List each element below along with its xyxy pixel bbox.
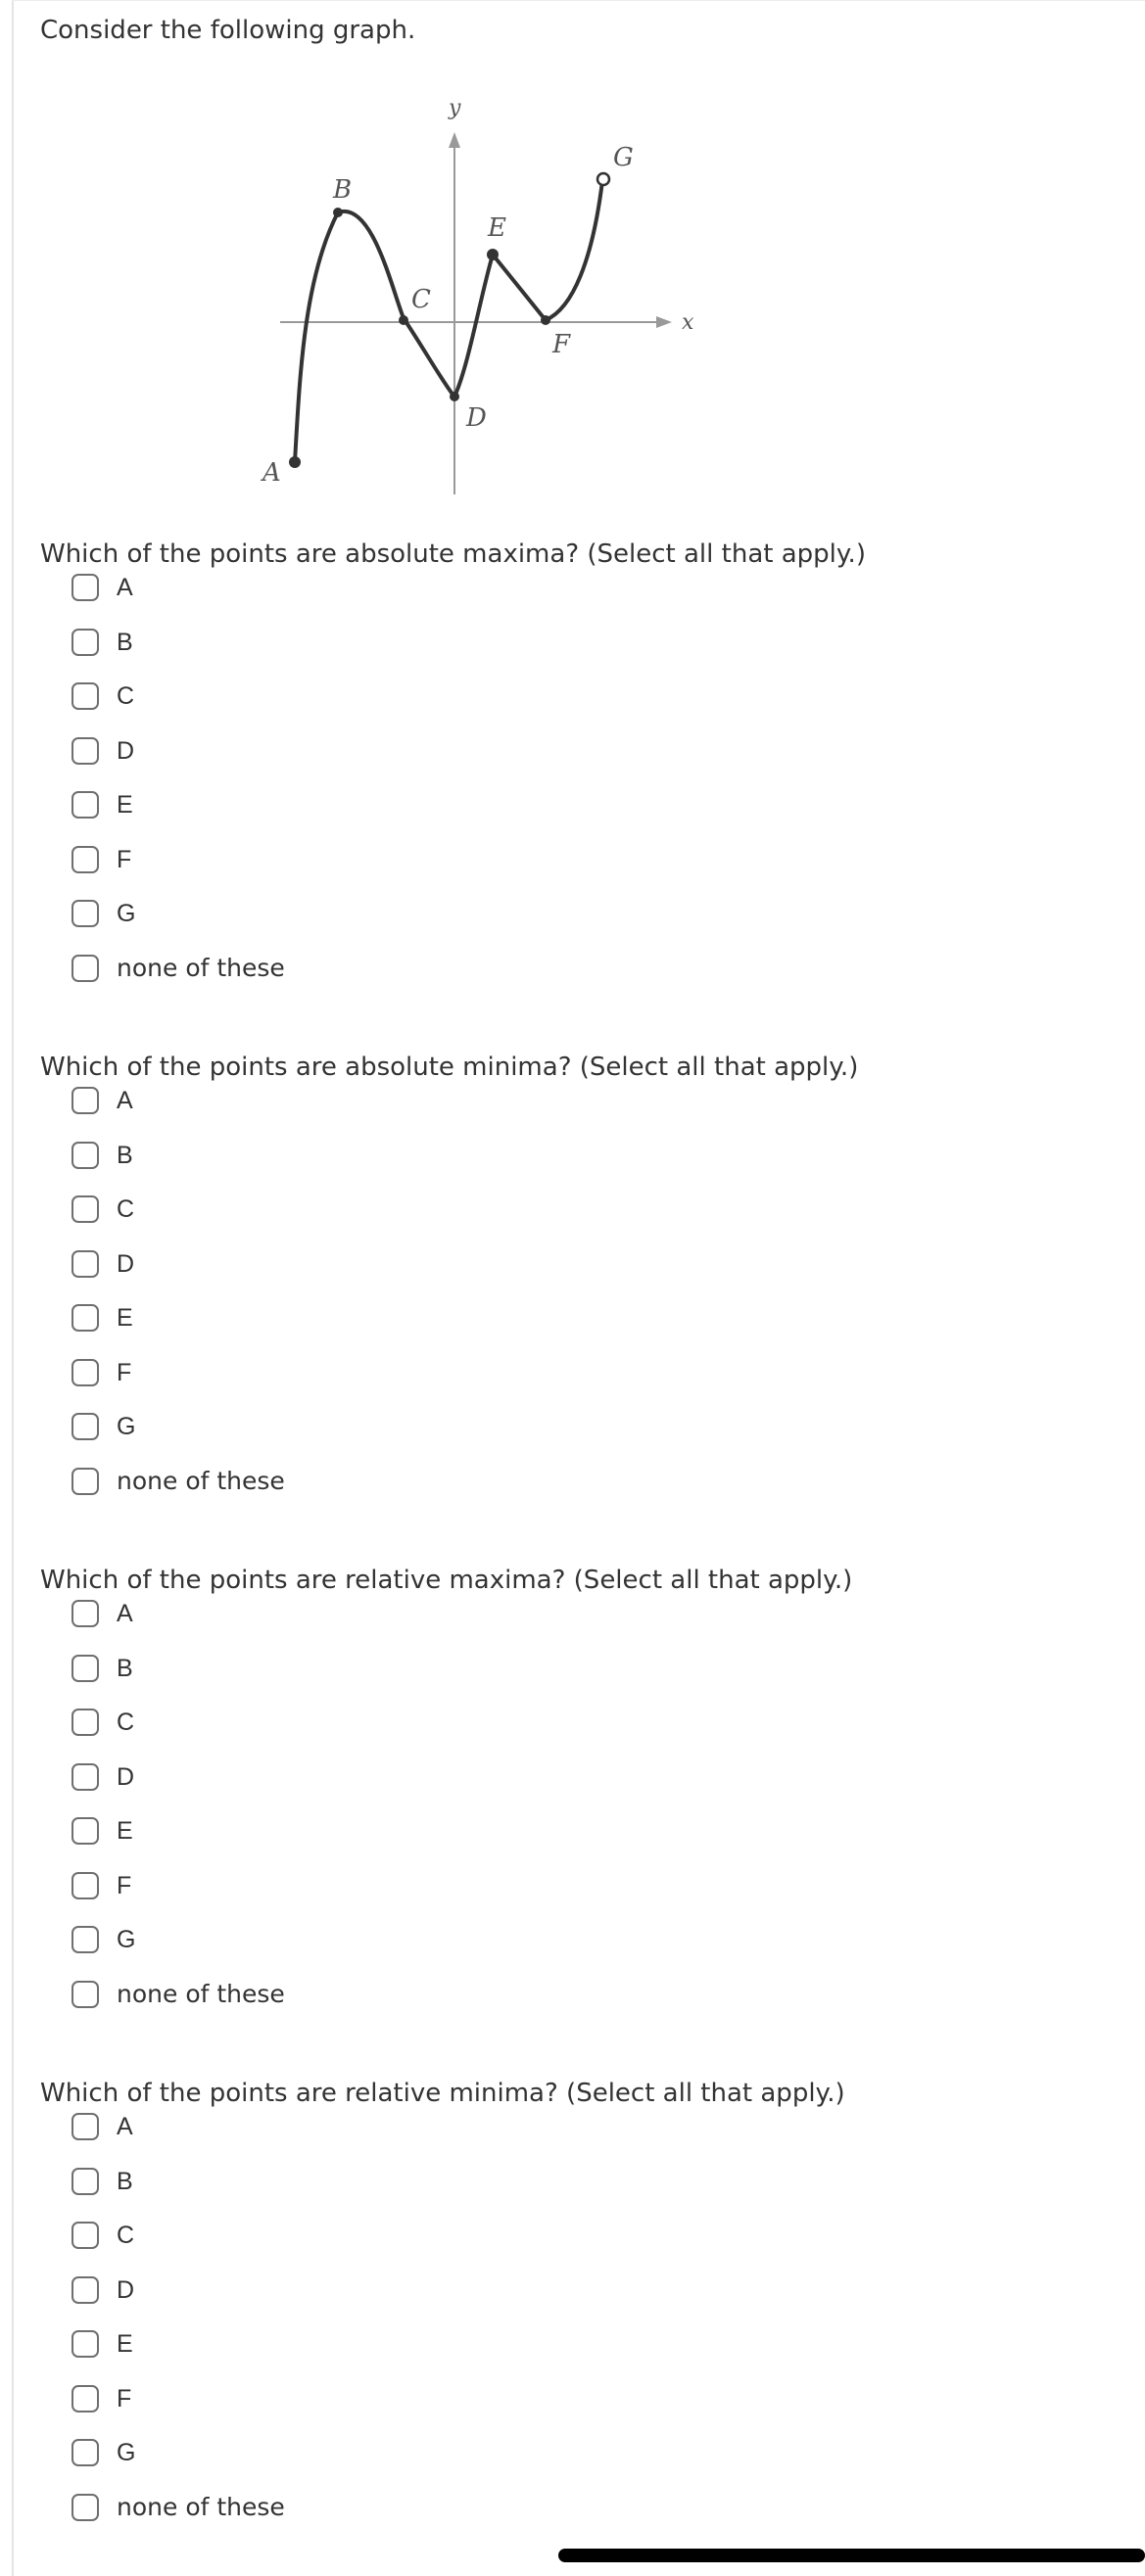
checkbox[interactable] [72, 629, 99, 656]
option-label[interactable]: B [117, 2167, 133, 2195]
option-label[interactable]: B [117, 628, 133, 656]
checkbox[interactable] [72, 1926, 99, 1953]
label-b: B [333, 175, 353, 205]
checkbox[interactable] [72, 1600, 99, 1627]
question-text: Which of the points are relative minima? (Select all that apply.) [40, 2079, 845, 2108]
option-label[interactable]: D [117, 1249, 135, 1278]
option-label[interactable]: G [117, 1926, 136, 1953]
y-axis-label: y [449, 96, 461, 120]
point-f [541, 315, 550, 325]
checkbox[interactable] [72, 1709, 99, 1736]
option-e[interactable] [40, 1814, 1118, 1869]
horizontal-scrollbar[interactable] [558, 2549, 1145, 2562]
option-label[interactable]: none of these [117, 953, 285, 982]
option-label[interactable]: none of these [117, 1979, 285, 2008]
point-b [333, 208, 343, 217]
point-g-open [597, 173, 609, 185]
checkbox[interactable] [72, 900, 99, 927]
checkbox[interactable] [72, 2276, 99, 2304]
checkbox[interactable] [72, 955, 99, 982]
option-label[interactable]: F [117, 1871, 132, 1899]
point-c [399, 315, 408, 325]
checkbox[interactable] [72, 1087, 99, 1114]
option-f[interactable] [40, 1356, 1118, 1411]
option-g[interactable] [40, 1410, 1118, 1465]
option-a[interactable] [40, 571, 1118, 626]
option-c[interactable] [40, 2219, 1118, 2273]
option-g[interactable] [40, 1923, 1118, 1978]
option-b[interactable] [40, 2165, 1118, 2220]
checkbox[interactable] [72, 1981, 99, 2008]
option-label[interactable]: none of these [117, 1466, 285, 1495]
checkbox[interactable] [72, 1142, 99, 1169]
checkbox[interactable] [72, 1195, 99, 1223]
checkbox[interactable] [72, 1655, 99, 1682]
checkbox[interactable] [72, 1359, 99, 1386]
label-g: G [613, 143, 634, 172]
option-a[interactable] [40, 2110, 1118, 2165]
option-a[interactable] [40, 1597, 1118, 1652]
option-e[interactable] [40, 788, 1118, 843]
point-d [450, 392, 459, 401]
option-d[interactable] [40, 734, 1118, 789]
option-label[interactable]: A [117, 1087, 133, 1114]
label-c: C [411, 285, 431, 314]
checkbox[interactable] [72, 1250, 99, 1278]
point-e [487, 249, 499, 260]
checkbox[interactable] [72, 2113, 99, 2140]
question-absolute-maxima [40, 538, 1118, 1006]
question-relative-maxima [40, 1564, 1118, 2032]
option-label[interactable]: C [117, 1709, 135, 1736]
checkbox[interactable] [72, 682, 99, 710]
option-e[interactable] [40, 1301, 1118, 1356]
option-d[interactable] [40, 2273, 1118, 2328]
option-c[interactable] [40, 679, 1118, 734]
option-label[interactable]: E [117, 791, 133, 819]
option-list [40, 1597, 1118, 2032]
option-d[interactable] [40, 1760, 1118, 1815]
option-label[interactable]: A [117, 574, 133, 601]
label-e: E [488, 213, 506, 243]
question-text: Which of the points are absolute maxima? (Select all that apply.) [40, 539, 866, 569]
y-axis-arrow [449, 132, 460, 148]
option-none[interactable] [40, 1465, 1118, 1520]
checkbox[interactable] [72, 1872, 99, 1899]
option-label[interactable]: D [117, 736, 135, 765]
checkbox[interactable] [72, 846, 99, 873]
question-absolute-minima [40, 1051, 1118, 1519]
option-list [40, 571, 1118, 1006]
option-g[interactable] [40, 2436, 1118, 2491]
checkbox[interactable] [72, 1413, 99, 1440]
option-list [40, 1084, 1118, 1519]
option-label[interactable]: E [117, 2330, 133, 2358]
option-label[interactable]: B [117, 1654, 133, 1682]
checkbox[interactable] [72, 574, 99, 601]
checkbox[interactable] [72, 2222, 99, 2249]
option-e[interactable] [40, 2327, 1118, 2382]
function-graph [245, 83, 695, 499]
option-label[interactable]: C [117, 682, 135, 710]
option-f[interactable] [40, 1869, 1118, 1924]
option-g[interactable] [40, 897, 1118, 952]
x-axis-arrow [656, 316, 672, 328]
checkbox[interactable] [72, 2439, 99, 2466]
option-label[interactable]: G [117, 900, 136, 927]
graph-svg [245, 83, 695, 499]
option-d[interactable] [40, 1247, 1118, 1302]
option-a[interactable] [40, 1084, 1118, 1139]
option-label[interactable]: A [117, 2113, 133, 2140]
option-list [40, 2110, 1118, 2545]
option-label[interactable]: E [117, 1304, 133, 1332]
option-label[interactable]: C [117, 1195, 135, 1223]
question-text: Which of the points are relative maxima? (Select all that apply.) [40, 1566, 853, 1595]
option-label[interactable]: F [117, 845, 132, 873]
option-label[interactable]: F [117, 1358, 132, 1386]
top-border [12, 0, 1145, 1]
checkbox[interactable] [72, 791, 99, 819]
x-axis-label: x [682, 310, 694, 335]
option-label[interactable]: D [117, 2275, 135, 2304]
option-label[interactable]: F [117, 2384, 132, 2412]
label-f: F [552, 330, 571, 359]
option-c[interactable] [40, 1706, 1118, 1760]
option-b[interactable] [40, 626, 1118, 680]
label-a: A [262, 458, 281, 488]
option-label[interactable]: G [117, 2439, 136, 2466]
option-none[interactable] [40, 952, 1118, 1007]
checkbox[interactable] [72, 2494, 99, 2521]
question-relative-minima [40, 2077, 1118, 2545]
option-c[interactable] [40, 1193, 1118, 1247]
option-b[interactable] [40, 1139, 1118, 1194]
option-label[interactable]: E [117, 1817, 133, 1845]
option-f[interactable] [40, 2382, 1118, 2437]
option-label[interactable]: none of these [117, 2492, 285, 2521]
option-label[interactable]: C [117, 2222, 135, 2249]
option-label[interactable]: D [117, 1762, 135, 1791]
option-b[interactable] [40, 1652, 1118, 1707]
checkbox[interactable] [72, 1304, 99, 1332]
option-f[interactable] [40, 843, 1118, 898]
checkbox[interactable] [72, 2385, 99, 2412]
checkbox[interactable] [72, 2168, 99, 2195]
label-d: D [466, 403, 487, 433]
checkbox[interactable] [72, 2330, 99, 2358]
point-a [289, 456, 301, 468]
intro-text: Consider the following graph. [40, 16, 416, 45]
question-text: Which of the points are absolute minima? (Select all that apply.) [40, 1053, 859, 1082]
option-label[interactable]: G [117, 1413, 136, 1440]
checkbox[interactable] [72, 1468, 99, 1495]
option-label[interactable]: B [117, 1141, 133, 1169]
option-none[interactable] [40, 2491, 1118, 2546]
checkbox[interactable] [72, 737, 99, 765]
checkbox[interactable] [72, 1817, 99, 1845]
option-label[interactable]: A [117, 1600, 133, 1627]
left-border [12, 0, 14, 2576]
option-none[interactable] [40, 1978, 1118, 2033]
checkbox[interactable] [72, 1763, 99, 1791]
